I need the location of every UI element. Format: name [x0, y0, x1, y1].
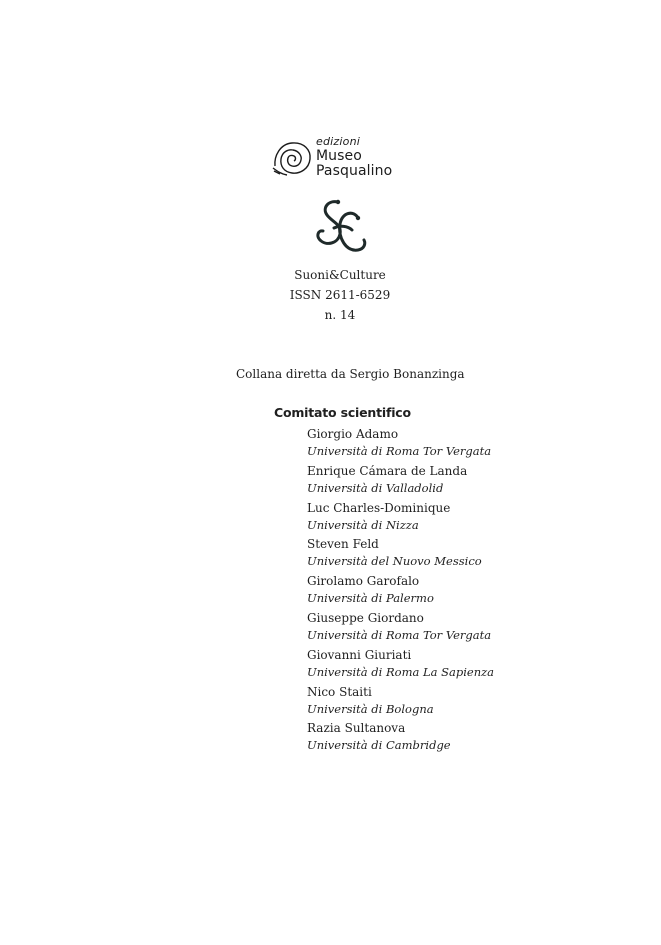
member-affiliation: Università di Roma La Sapienza	[307, 664, 495, 679]
member-name: Razia Sultanova	[307, 721, 406, 736]
member-name: Giuseppe Giordano	[307, 610, 424, 625]
sc-monogram-icon	[312, 198, 368, 256]
committee-member	[307, 572, 647, 609]
committee-title: Comitato scientifico	[274, 405, 411, 420]
member-affiliation: Università del Nuovo Messico	[307, 554, 482, 569]
member-name: Nico Staiti	[307, 684, 372, 699]
member-name: Girolamo Garofalo	[307, 574, 420, 589]
member-name: Enrique Cámara de Landa	[307, 463, 468, 478]
publisher-line-museo: Museo	[316, 148, 362, 164]
member-affiliation: Università di Bologna	[307, 701, 434, 716]
committee-member	[307, 609, 647, 646]
committee-member	[307, 462, 647, 499]
member-name: Steven Feld	[307, 537, 379, 552]
committee-member	[307, 425, 647, 462]
member-affiliation: Università di Palermo	[307, 591, 434, 606]
series-number: n. 14	[324, 308, 356, 322]
member-affiliation: Università di Cambridge	[307, 738, 451, 753]
publisher-logo	[272, 136, 402, 180]
committee-member	[307, 683, 647, 720]
committee-members	[307, 425, 647, 756]
spiral-logo-icon	[272, 138, 314, 178]
series-issn: ISSN 2611-6529	[289, 288, 391, 302]
committee-member	[307, 646, 647, 683]
member-affiliation: Università di Valladolid	[307, 480, 444, 495]
committee-member	[307, 499, 647, 536]
committee-member	[307, 719, 647, 756]
series-title: Suoni&Culture	[294, 268, 386, 282]
member-name: Luc Charles-Dominique	[307, 500, 451, 515]
member-affiliation: Università di Roma Tor Vergata	[307, 627, 492, 642]
series-director: Collana diretta da Sergio Bonanzinga	[236, 367, 465, 381]
publisher-name	[316, 136, 392, 179]
publisher-line-pasqualino: Pasqualino	[316, 163, 393, 179]
committee-member	[307, 535, 647, 572]
member-affiliation: Università di Roma Tor Vergata	[307, 444, 492, 458]
member-name: Giovanni Giuriati	[307, 647, 412, 662]
member-name: Giorgio Adamo	[307, 427, 399, 441]
publisher-line-edizioni: edizioni	[316, 135, 360, 148]
member-affiliation: Università di Nizza	[307, 517, 419, 532]
